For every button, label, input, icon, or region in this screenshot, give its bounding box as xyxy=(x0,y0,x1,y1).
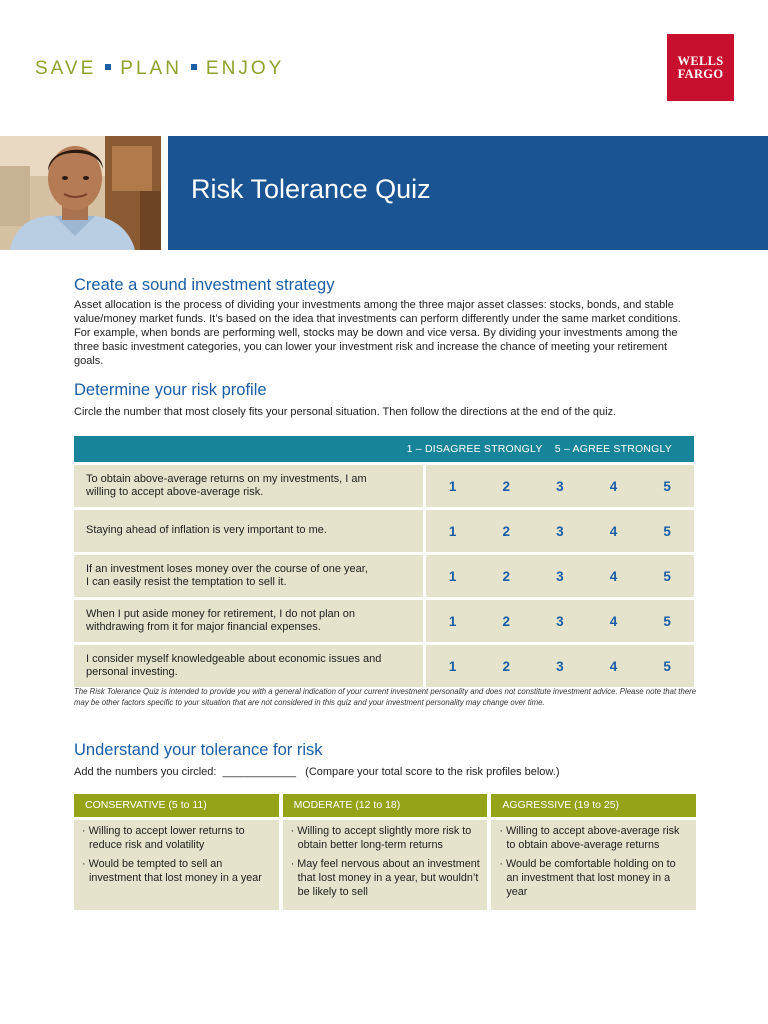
bullet-icon xyxy=(105,64,111,70)
list-item: · Willing to accept slightly more risk to obtain better long-term returns xyxy=(290,825,472,851)
profile-title: MODERATE (12 to 18) xyxy=(283,794,488,817)
score-option-1[interactable]: 1 xyxy=(426,642,480,687)
question-line: Staying ahead of inflation is very important to me. xyxy=(86,524,327,537)
list-item-text: May feel nervous about an investment that lost money in a year, but wouldn’t be likely to sell xyxy=(297,858,480,898)
quiz-question xyxy=(74,462,426,507)
question-line: withdrawing from it for major financial expenses. xyxy=(86,621,321,633)
question-line: willing to accept above-average risk. xyxy=(86,486,264,498)
question-line: If an investment loses money over the course of one year, xyxy=(86,562,368,575)
quiz-row xyxy=(74,597,694,642)
quiz-row xyxy=(74,507,694,552)
list-item-text: Willing to accept lower returns to reduce risk and volatility xyxy=(88,825,245,851)
question-line: I can easily resist the temptation to sell it. xyxy=(86,576,287,588)
list-item: · Willing to accept lower returns to reduce risk and volatility xyxy=(82,825,245,851)
section-heading-strategy: Create a sound investment strategy xyxy=(74,276,335,294)
quiz-row xyxy=(74,462,694,507)
risk-quiz-table xyxy=(74,436,694,687)
risk-profiles xyxy=(74,794,696,910)
tagline-plan: PLAN xyxy=(120,58,182,79)
score-option-4[interactable]: 4 xyxy=(587,597,641,642)
list-item: · Willing to accept above-average risk to obtain above-average returns xyxy=(499,825,680,851)
profile-body xyxy=(283,820,488,910)
section-heading-risk-profile: Determine your risk profile xyxy=(74,381,267,399)
score-option-2[interactable]: 2 xyxy=(479,507,533,552)
quiz-header-row xyxy=(74,436,694,462)
score-option-5[interactable]: 5 xyxy=(640,462,694,507)
list-item-text: Would be tempted to sell an investment that lost money in a year xyxy=(88,858,262,884)
score-option-1[interactable]: 1 xyxy=(426,507,480,552)
quiz-question xyxy=(74,552,426,597)
quiz-question xyxy=(74,642,426,687)
score-option-3[interactable]: 3 xyxy=(533,597,587,642)
score-option-5[interactable]: 5 xyxy=(640,642,694,687)
score-option-4[interactable]: 4 xyxy=(587,462,641,507)
profile-conservative xyxy=(74,794,279,910)
score-option-5[interactable]: 5 xyxy=(640,597,694,642)
bullet-icon xyxy=(191,64,197,70)
score-option-1[interactable]: 1 xyxy=(426,552,480,597)
score-option-1[interactable]: 1 xyxy=(426,462,480,507)
question-line: personal investing. xyxy=(86,666,178,678)
page-title: Risk Tolerance Quiz xyxy=(191,174,431,204)
section-heading-tolerance: Understand your tolerance for risk xyxy=(74,741,323,759)
question-line: To obtain above-average returns on my investments, I am xyxy=(86,472,367,485)
score-option-2[interactable]: 2 xyxy=(479,552,533,597)
score-option-4[interactable]: 4 xyxy=(587,552,641,597)
question-line: I consider myself knowledgeable about economic issues and xyxy=(86,652,382,665)
quiz-question xyxy=(74,597,426,642)
profile-body xyxy=(74,820,279,910)
logo-line1: WELLS xyxy=(677,53,724,68)
tagline-enjoy: ENJOY xyxy=(205,58,285,79)
list-item: · Would be comfortable holding on to an investment that lost money in a year xyxy=(499,858,676,898)
tagline-save: SAVE xyxy=(35,58,97,79)
scale-label: 1 – DISAGREE STRONGLY 5 – AGREE STRONGLY xyxy=(74,436,694,462)
title-banner xyxy=(168,136,768,250)
score-option-2[interactable]: 2 xyxy=(479,597,533,642)
score-option-4[interactable]: 4 xyxy=(587,507,641,552)
quiz-disclaimer: The Risk Tolerance Quiz is intended to provide you with a general indication of your current investment personality and does not constitute investment advice. Please note that there may be other factors specific to your situation that are not considered in this quiz and your investment personality may change over time. xyxy=(74,687,697,707)
strategy-body: Asset allocation is the process of dividing your investments among the three major asset classes: stocks, bonds, and stable value/money market funds. It’s based on the idea that investments can perform differently under the same market conditions. For example, when bonds are performing well, stocks may be down and vice versa. By dividing your investments among the three basic investment categories, you can lower your investment risk and increase the chance of meeting your retirement goals. xyxy=(74,299,681,367)
tolerance-instruction: Add the numbers you circled: ____________ (Compare your total score to the risk profiles below.) xyxy=(74,766,560,778)
profile-body xyxy=(491,820,696,910)
score-option-2[interactable]: 2 xyxy=(479,642,533,687)
tagline xyxy=(35,58,284,80)
risk-profile-instruction: Circle the number that most closely fits your personal situation. Then follow the directions at the end of the quiz. xyxy=(74,406,617,418)
wells-fargo-logo xyxy=(667,34,734,101)
list-item-text: Would be comfortable holding on to an investment that lost money in a year xyxy=(505,858,676,898)
score-option-4[interactable]: 4 xyxy=(587,642,641,687)
list-item: · Would be tempted to sell an investment that lost money in a year xyxy=(82,858,262,884)
score-option-2[interactable]: 2 xyxy=(479,462,533,507)
score-option-5[interactable]: 5 xyxy=(640,552,694,597)
profile-title: AGGRESSIVE (19 to 25) xyxy=(491,794,696,817)
score-option-3[interactable]: 3 xyxy=(533,507,587,552)
list-item-text: Willing to accept above-average risk to obtain above-average returns xyxy=(505,825,680,851)
score-option-3[interactable]: 3 xyxy=(533,642,587,687)
quiz-question xyxy=(74,507,426,552)
score-option-5[interactable]: 5 xyxy=(640,507,694,552)
profile-aggressive xyxy=(491,794,696,910)
profile-title: CONSERVATIVE (5 to 11) xyxy=(74,794,279,817)
quiz-row xyxy=(74,642,694,687)
quiz-row xyxy=(74,552,694,597)
question-line: When I put aside money for retirement, I do not plan on xyxy=(86,607,356,620)
list-item-text: Willing to accept slightly more risk to obtain better long-term returns xyxy=(297,825,472,851)
profile-moderate xyxy=(283,794,488,910)
score-option-1[interactable]: 1 xyxy=(426,597,480,642)
man-portrait-photo xyxy=(0,136,161,250)
logo-line2: FARGO xyxy=(677,66,724,81)
list-item: · May feel nervous about an investment that lost money in a year, but wouldn’t be likely to sell xyxy=(290,858,480,898)
score-option-3[interactable]: 3 xyxy=(533,462,587,507)
score-option-3[interactable]: 3 xyxy=(533,552,587,597)
